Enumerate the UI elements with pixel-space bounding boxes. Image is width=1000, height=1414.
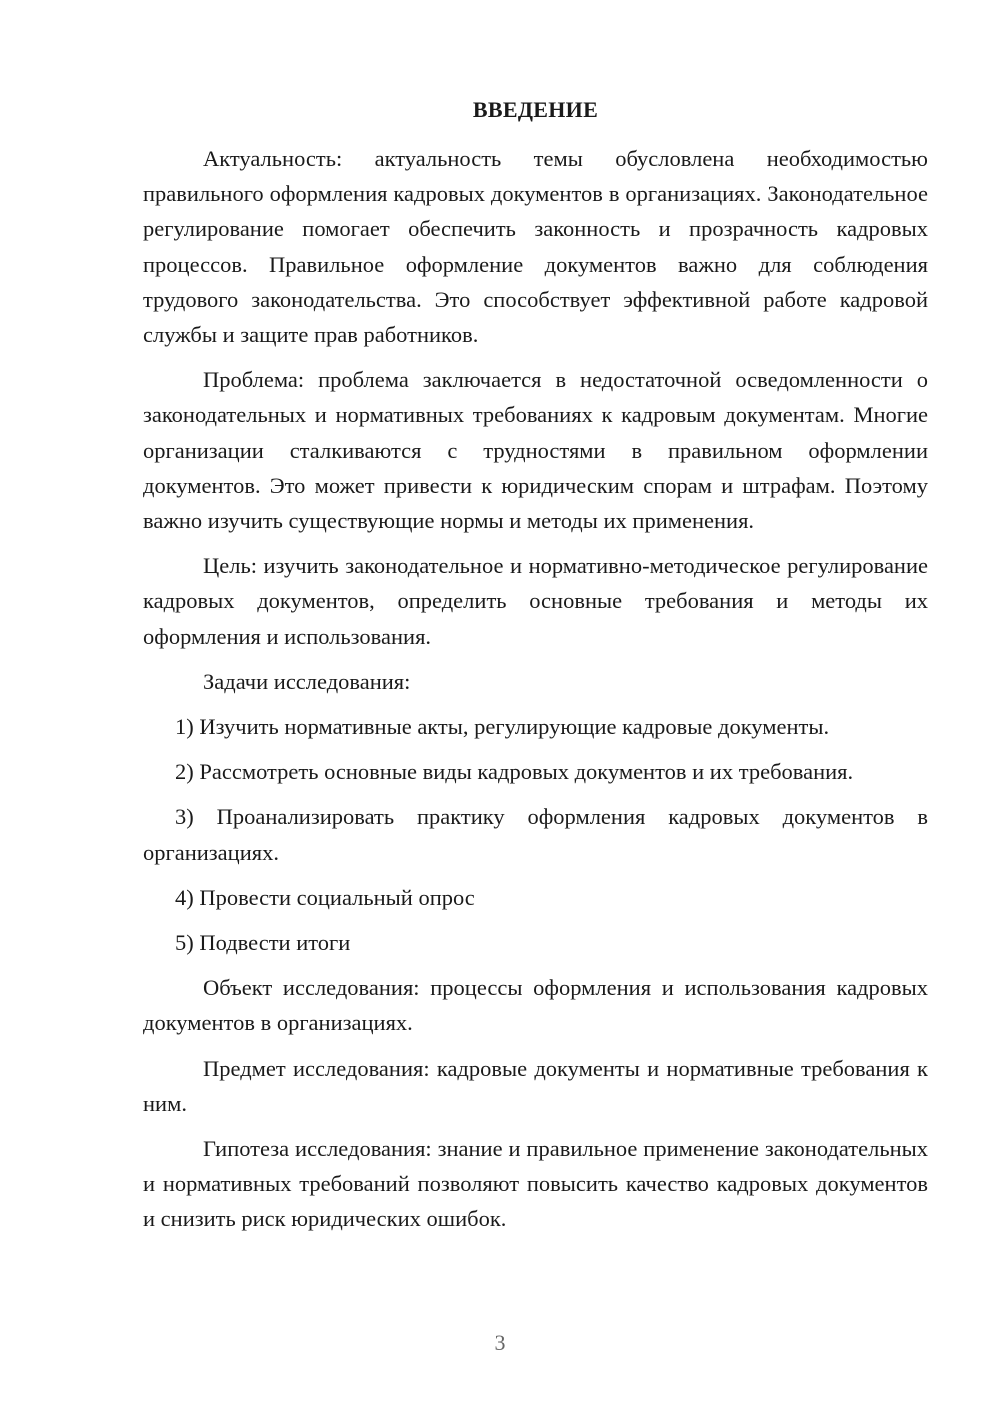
list-item: 1) Изучить нормативные акты, регулирующие кадровые документы. xyxy=(175,714,830,740)
page-number: 3 xyxy=(494,1330,506,1355)
paragraph-relevance: Актуальность: актуальность темы обусловлена необходимостью правильного оформления кадровых документов в организациях. Законодательное регулирование помогает обеспечить законность и прозрачность кадровых процессов. Правильное оформление документов важно для соблюдения трудового законодательства. Это способствует эффективной работе кадровой службы и защите прав работников. xyxy=(143,146,928,348)
tasks-list xyxy=(143,709,928,960)
paragraph-goal: Цель: изучить законодательное и нормативно-методическое регулирование кадровых документов, определить основные требования и методы их оформления и использования. xyxy=(143,553,928,649)
paragraph-problem: Проблема: проблема заключается в недостаточной осведомленности о законодательных и нормативных требованиях к кадровым документам. Многие организации сталкиваются с трудностями в правильном оформлении документов. Это может привести к юридическим спорам и штрафам. Поэтому важно изучить существующие нормы и методы их применения. xyxy=(143,367,928,534)
list-item: 3) Проанализировать практику оформления кадровых документов в организациях. xyxy=(143,804,928,865)
tasks-heading: Задачи исследования: xyxy=(203,668,411,694)
paragraph-object: Объект исследования: процессы оформления и использования кадровых документов в организациях. xyxy=(143,975,928,1036)
paragraph-subject: Предмет исследования: кадровые документы и нормативные требования к ним. xyxy=(143,1055,928,1116)
section-title: ВВЕДЕНИЕ xyxy=(472,97,599,122)
list-item: 4) Провести социальный опрос xyxy=(175,884,475,910)
document-page xyxy=(143,94,928,1247)
list-item: 2) Рассмотреть основные виды кадровых документов и их требования. xyxy=(175,759,854,785)
list-item: 5) Подвести итоги xyxy=(175,930,351,956)
paragraph-hypothesis: Гипотеза исследования: знание и правильное применение законодательных и нормативных требований позволяют повысить качество кадровых документов и снизить риск юридических ошибок. xyxy=(143,1136,928,1232)
